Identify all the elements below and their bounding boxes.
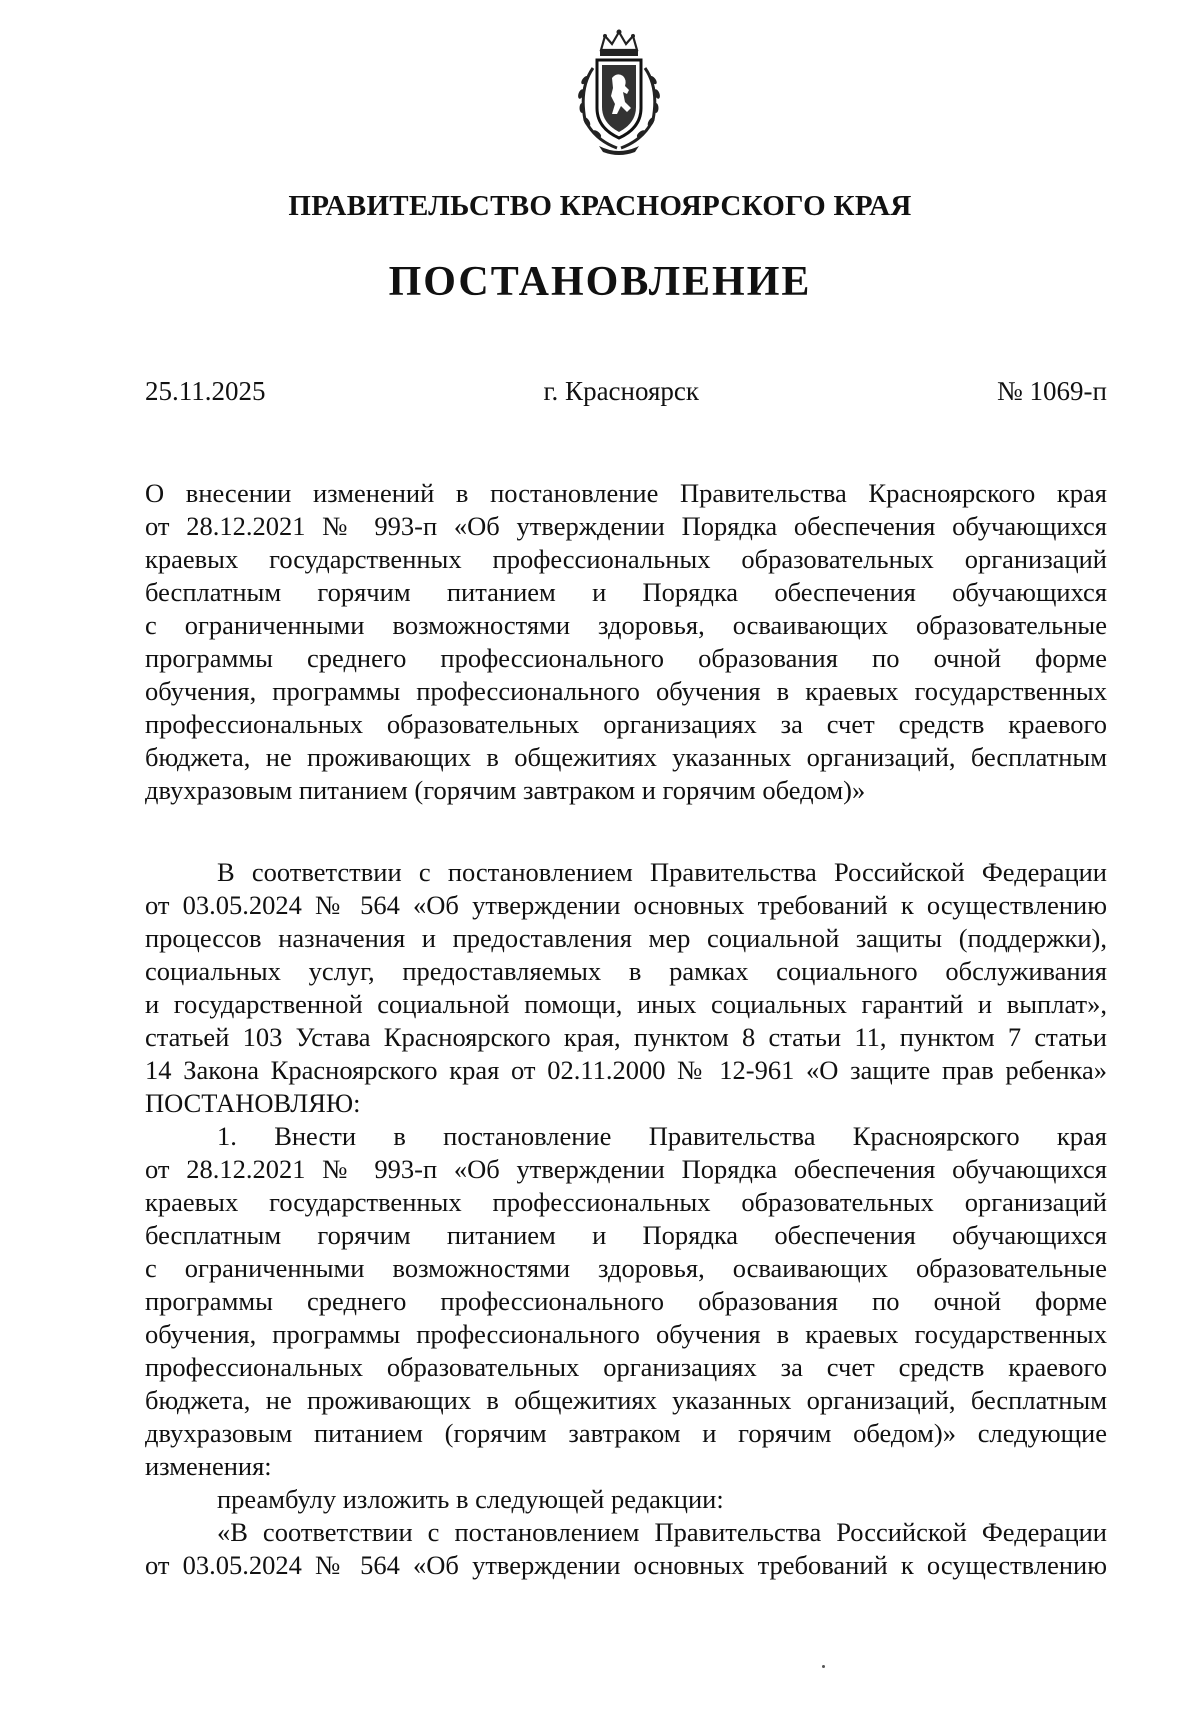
body-line: программы среднего профессионального образования по очной форме xyxy=(145,1286,1107,1316)
body-line: обучения, программы профессионального обучения в краевых государственных xyxy=(145,1319,1107,1349)
coat-of-arms-icon xyxy=(565,28,673,156)
subject-line: бюджета, не проживающих в общежитиях указанных организаций, бесплатным xyxy=(145,742,1107,772)
body-line: от 03.05.2024 № 564 «Об утверждении основных требований к осуществлению xyxy=(145,1550,1107,1580)
body-line: двухразовым питанием (горячим завтраком и горячим обедом)» следующие xyxy=(145,1418,1107,1448)
body-line: краевых государственных профессиональных образовательных организаций xyxy=(145,1187,1107,1217)
body-line: и государственной социальной помощи, иных социальных гарантий и выплат», xyxy=(145,989,1107,1019)
body-line: с ограниченными возможностями здоровья, осваивающих образовательные xyxy=(145,1253,1107,1283)
body-line: от 28.12.2021 № 993-п «Об утверждении Порядка обеспечения обучающихся xyxy=(145,1154,1107,1184)
body-line: преамбулу изложить в следующей редакции: xyxy=(217,1484,724,1514)
subject-line: программы среднего профессионального образования по очной форме xyxy=(145,643,1107,673)
document-number: № 1069-п xyxy=(997,376,1107,406)
scan-speck xyxy=(822,1665,825,1668)
body-line: статьей 103 Устава Красноярского края, пунктом 8 статьи 11, пунктом 7 статьи xyxy=(145,1022,1107,1052)
document-subject xyxy=(145,477,1107,807)
body-line: 1. Внести в постановление Правительства Красноярского края xyxy=(217,1121,1107,1151)
body-line: процессов назначения и предоставления мер социальной защиты (поддержки), xyxy=(145,923,1107,953)
body-line: 14 Закона Красноярского края от 02.11.2000 № 12-961 «О защите прав ребенка» xyxy=(145,1055,1107,1085)
body-line: бесплатным горячим питанием и Порядка обеспечения обучающихся xyxy=(145,1220,1107,1250)
document-meta-row xyxy=(145,376,1107,407)
body-line: ПОСТАНОВЛЯЮ: xyxy=(145,1088,361,1118)
document-date: 25.11.2025 xyxy=(145,376,266,406)
body-line: изменения: xyxy=(145,1451,272,1481)
body-line: профессиональных образовательных организациях за счет средств краевого xyxy=(145,1352,1107,1382)
subject-line: с ограниченными возможностями здоровья, осваивающих образовательные xyxy=(145,610,1107,640)
government-title: ПРАВИТЕЛЬСТВО КРАСНОЯРСКОГО КРАЯ xyxy=(288,190,912,222)
subject-line: обучения, программы профессионального обучения в краевых государственных xyxy=(145,676,1107,706)
body-line: от 03.05.2024 № 564 «Об утверждении основных требований к осуществлению xyxy=(145,890,1107,920)
body-line: В соответствии с постановлением Правительства Российской Федерации xyxy=(217,857,1107,887)
subject-line: бесплатным горячим питанием и Порядка обеспечения обучающихся xyxy=(145,577,1107,607)
document-type-title: ПОСТАНОВЛЕНИЕ xyxy=(388,259,812,305)
body-line: социальных услуг, предоставляемых в рамках социального обслуживания xyxy=(145,956,1107,986)
body-line: бюджета, не проживающих в общежитиях указанных организаций, бесплатным xyxy=(145,1385,1107,1415)
document-city: г. Красноярск xyxy=(543,376,699,406)
subject-line: от 28.12.2021 № 993-п «Об утверждении Порядка обеспечения обучающихся xyxy=(145,511,1107,541)
subject-line: О внесении изменений в постановление Правительства Красноярского края xyxy=(145,478,1107,508)
subject-line: краевых государственных профессиональных образовательных организаций xyxy=(145,544,1107,574)
subject-line: профессиональных образовательных организациях за счет средств краевого xyxy=(145,709,1107,739)
body-line: «В соответствии с постановлением Правительства Российской Федерации xyxy=(217,1517,1107,1547)
subject-line: двухразовым питанием (горячим завтраком и горячим обедом)» xyxy=(145,775,866,805)
document-body xyxy=(145,856,1107,1582)
